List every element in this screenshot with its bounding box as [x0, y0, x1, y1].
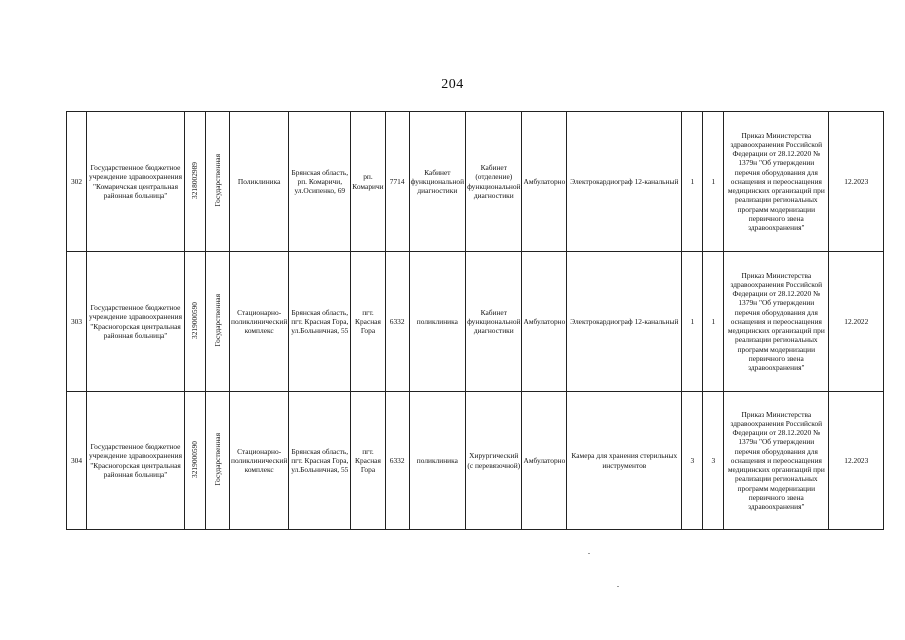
room: Кабинет функциональной диагностики	[466, 252, 522, 392]
institution-name: Государственное бюджетное учреждение здравоохранения "Красногорская центральная районная больница"	[87, 252, 185, 392]
delivery-date: 12.2023	[829, 112, 884, 252]
equipment-registry-table	[66, 111, 884, 530]
quantity-a: 3	[682, 392, 703, 530]
inn-value: 3219000590	[190, 440, 200, 478]
care-type: Амбулаторно	[522, 112, 567, 252]
institution-name: Государственное бюджетное учреждение здравоохранения "Комаричская центральная районная больница"	[87, 112, 185, 252]
equipment: Электрокардиограф 12-канальный	[567, 252, 682, 392]
inn-value: 3218002989	[190, 161, 200, 199]
institution-name: Государственное бюджетное учреждение здравоохранения "Красногорская центральная районная больница"	[87, 392, 185, 530]
quantity-b: 1	[703, 252, 724, 392]
row-number: 302	[67, 112, 87, 252]
unit-type: Стационарно-поликлинический комплекс	[230, 392, 289, 530]
legal-basis: Приказ Министерства здравоохранения Российской Федерации от 28.12.2020 № 1379н "Об утверждении перечня оборудования для оснащения и переоснащения медицинских организаций при реализации региональных программ модернизации первичного звена здравоохранения"	[724, 252, 829, 392]
quantity-a: 1	[682, 112, 703, 252]
inn-cell	[185, 252, 206, 392]
unit-type: Стационарно-поликлинический комплекс	[230, 252, 289, 392]
table-row	[67, 112, 884, 252]
table-row	[67, 392, 884, 530]
ownership-cell	[206, 252, 230, 392]
care-type: Амбулаторно	[522, 392, 567, 530]
page-number: 204	[441, 77, 464, 92]
department: поликлиника	[409, 252, 465, 392]
department: Кабинет функциональной диагностики	[409, 112, 465, 252]
equipment: Электрокардиограф 12-канальный	[567, 112, 682, 252]
code: 7714	[385, 112, 409, 252]
table-row	[67, 252, 884, 392]
quantity-b: 1	[703, 112, 724, 252]
room: Кабинет (отделение) функциональной диагностики	[466, 112, 522, 252]
inn-cell	[185, 392, 206, 530]
ownership-value: Государственная	[212, 294, 222, 347]
unit-type: Поликлиника	[230, 112, 289, 252]
inn-value: 3219000590	[190, 301, 200, 339]
department: поликлиника	[409, 392, 465, 530]
care-type: Амбулаторно	[522, 252, 567, 392]
room: Хирургический (с перевязочной)	[466, 392, 522, 530]
address: Брянская область, рп. Комаричи, ул.Осипенко, 69	[289, 112, 351, 252]
delivery-date: 12.2022	[829, 252, 884, 392]
delivery-date: 12.2023	[829, 392, 884, 530]
locality: пгт. Красная Гора	[351, 392, 385, 530]
ownership-cell	[206, 392, 230, 530]
quantity-a: 1	[682, 252, 703, 392]
equipment: Камера для хранения стерильных инструментов	[567, 392, 682, 530]
address: Брянская область, пгт. Красная Гора, ул.Больничная, 55	[289, 392, 351, 530]
ownership-value: Государственная	[212, 433, 222, 486]
inn-cell	[185, 112, 206, 252]
legal-basis: Приказ Министерства здравоохранения Российской Федерации от 28.12.2020 № 1379н "Об утверждении перечня оборудования для оснащения и переоснащения медицинских организаций при реализации региональных программ модернизации первичного звена здравоохранения"	[724, 392, 829, 530]
ownership-value: Государственная	[212, 154, 222, 207]
row-number: 304	[67, 392, 87, 530]
locality: пгт. Красная Гора	[351, 252, 385, 392]
legal-basis: Приказ Министерства здравоохранения Российской Федерации от 28.12.2020 № 1379н "Об утверждении перечня оборудования для оснащения и переоснащения медицинских организаций при реализации региональных программ модернизации первичного звена здравоохранения"	[724, 112, 829, 252]
code: 6332	[385, 392, 409, 530]
scan-speck	[588, 553, 590, 554]
row-number: 303	[67, 252, 87, 392]
ownership-cell	[206, 112, 230, 252]
scan-speck	[617, 586, 619, 587]
code: 6332	[385, 252, 409, 392]
locality: рп. Комаричи	[351, 112, 385, 252]
address: Брянская область, пгт. Красная Гора, ул.Больничная, 55	[289, 252, 351, 392]
quantity-b: 3	[703, 392, 724, 530]
